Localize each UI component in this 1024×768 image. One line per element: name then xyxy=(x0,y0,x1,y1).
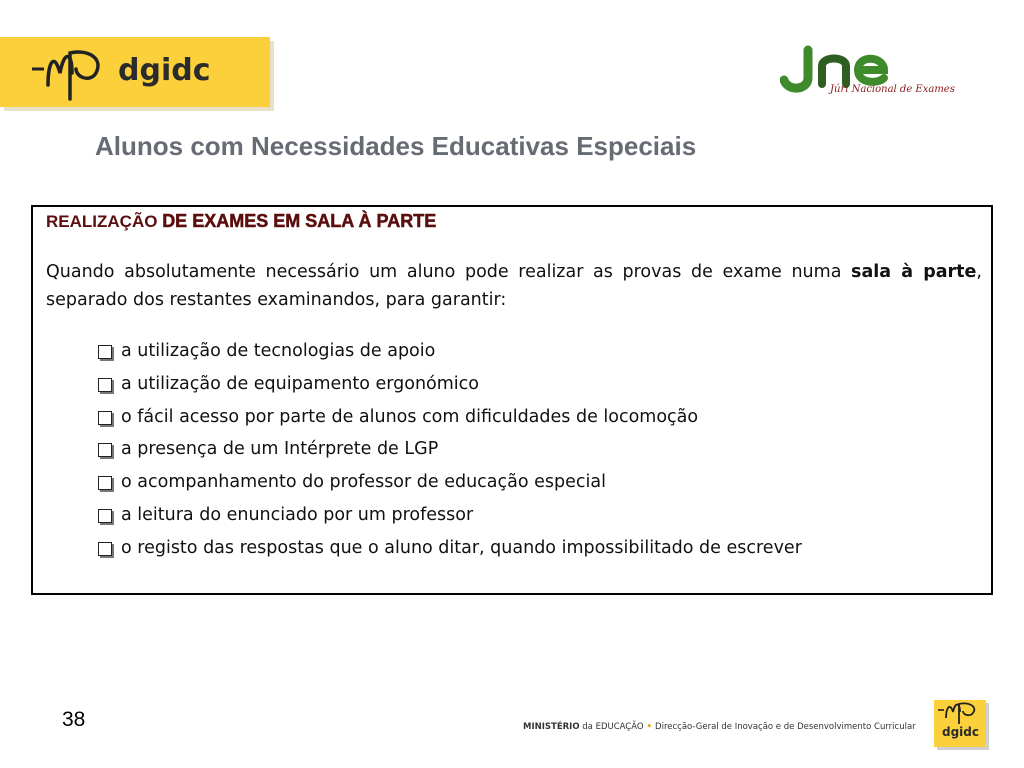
list-item xyxy=(96,501,802,534)
list-item xyxy=(96,468,802,501)
list-item-text: a utilização de tecnologias de apoio xyxy=(121,341,436,361)
page-title: Alunos com Necessidades Educativas Especiais xyxy=(95,131,697,161)
checkbox-bullet-icon xyxy=(98,509,112,523)
list-item-text: o registo das respostas que o aluno ditar, quando impossibilitado de escrever xyxy=(121,537,802,558)
ministry-rest: da EDUCAÇÃO xyxy=(579,722,644,732)
checkbox-bullet-icon xyxy=(98,443,112,457)
me-monogram-small-icon xyxy=(934,700,986,726)
intro-paragraph xyxy=(46,258,982,314)
list-item xyxy=(96,403,802,436)
list-item xyxy=(96,534,802,567)
intro-emphasis: sala à parte xyxy=(851,262,977,282)
dgidc-logo xyxy=(0,37,270,107)
box-heading-part2: DE EXAMES EM SALA À PARTE xyxy=(162,211,437,231)
jne-caption: Júri Nacional de Exames xyxy=(830,84,955,95)
jne-wordmark-icon xyxy=(780,44,960,104)
box-heading-part1: REALIZAÇÃO xyxy=(46,212,158,231)
content-box xyxy=(31,205,993,595)
list-item xyxy=(96,337,802,370)
list-item-text: a utilização de equipamento ergonómico xyxy=(121,373,479,394)
separator-dot-icon: • xyxy=(646,722,653,732)
intro-text-start: Quando absolutamente necessário um aluno pode realizar as provas de exame numa xyxy=(46,262,852,282)
box-heading xyxy=(46,211,436,232)
list-item-text: a presença de um Intérprete de LGP xyxy=(121,439,439,460)
me-monogram-icon xyxy=(30,43,110,103)
list-item-text: o fácil acesso por parte de alunos com dificuldades de locomoção xyxy=(121,406,699,427)
page-number: 38 xyxy=(62,708,86,731)
footer-logo-text: dgidc xyxy=(942,725,979,739)
checkbox-bullet-icon xyxy=(98,345,112,359)
footer-ministry-line xyxy=(523,722,916,732)
ministry-name: MINISTÉRIO xyxy=(523,722,580,732)
checkbox-bullet-icon xyxy=(98,476,112,490)
checkbox-bullet-icon xyxy=(98,378,112,392)
checkbox-bullet-icon xyxy=(98,411,112,425)
footer-dgidc-logo xyxy=(934,700,986,747)
dgidc-logo-text: dgidc xyxy=(118,53,211,88)
jne-logo xyxy=(780,44,960,104)
list-item-text: o acompanhamento do professor de educação especial xyxy=(121,472,606,493)
list-item xyxy=(96,435,802,468)
intro-text-end: , separado dos restantes examinandos, para garantir: xyxy=(46,262,982,310)
list-item xyxy=(96,370,802,403)
requirements-list xyxy=(96,337,802,567)
list-item-text: a leitura do enunciado por um professor xyxy=(121,504,474,525)
directorate-name: Direcção-Geral de Inovação e de Desenvolvimento Curricular xyxy=(655,722,916,732)
checkbox-bullet-icon xyxy=(98,542,112,556)
